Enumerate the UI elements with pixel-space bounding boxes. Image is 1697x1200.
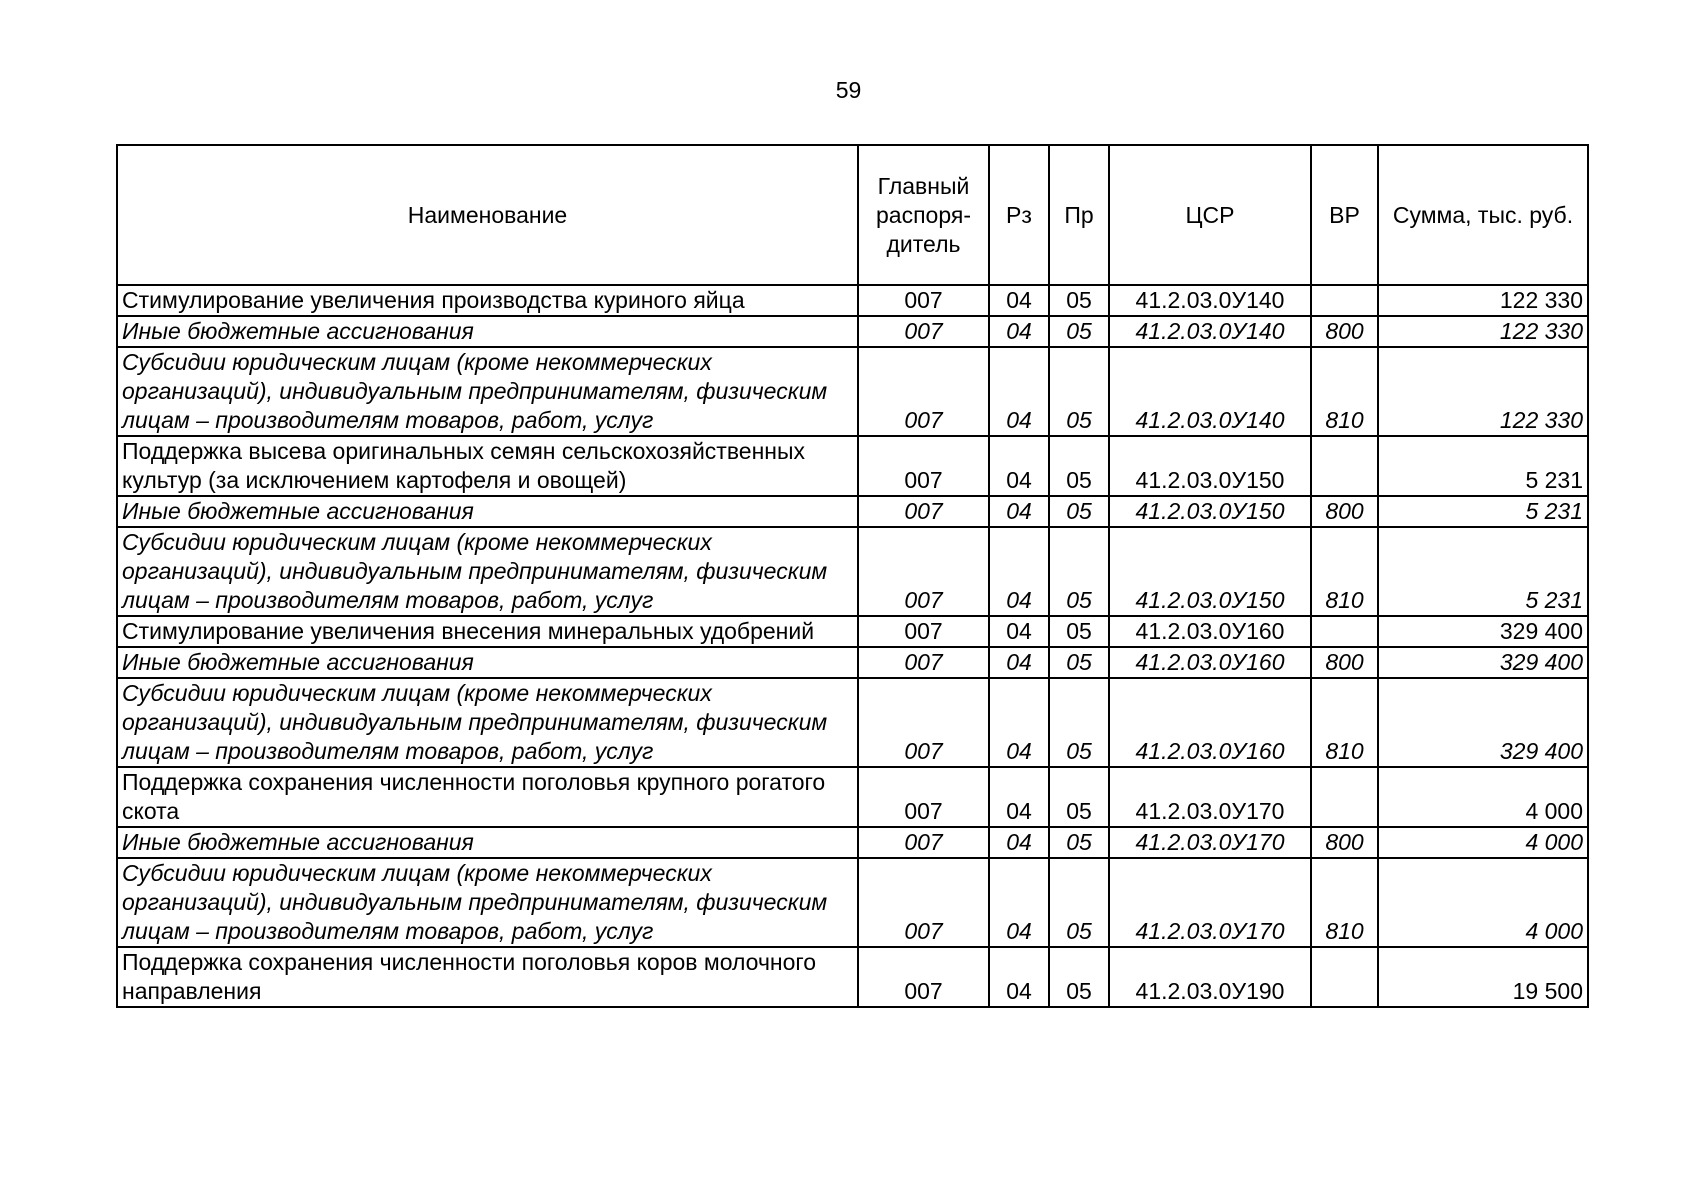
- cell-grbs: 007: [858, 767, 989, 827]
- cell-sum: 329 400: [1378, 678, 1588, 767]
- cell-rz: 04: [989, 347, 1049, 436]
- cell-pr: 05: [1049, 316, 1109, 347]
- cell-vr: 800: [1311, 647, 1378, 678]
- header-pr: Пр: [1049, 145, 1109, 285]
- cell-csr: 41.2.03.0У150: [1109, 496, 1311, 527]
- cell-name: Стимулирование увеличения производства куриного яйца: [117, 285, 858, 316]
- cell-sum: 5 231: [1378, 527, 1588, 616]
- table-row: [117, 316, 1588, 347]
- cell-rz: 04: [989, 316, 1049, 347]
- cell-rz: 04: [989, 858, 1049, 947]
- cell-name: Иные бюджетные ассигнования: [117, 316, 858, 347]
- cell-csr: 41.2.03.0У160: [1109, 616, 1311, 647]
- cell-pr: 05: [1049, 285, 1109, 316]
- cell-rz: 04: [989, 436, 1049, 496]
- cell-grbs: 007: [858, 647, 989, 678]
- cell-pr: 05: [1049, 527, 1109, 616]
- cell-grbs: 007: [858, 436, 989, 496]
- cell-vr: 810: [1311, 678, 1378, 767]
- cell-rz: 04: [989, 616, 1049, 647]
- cell-vr: 810: [1311, 527, 1378, 616]
- cell-rz: 04: [989, 678, 1049, 767]
- header-grbs: Главный распоря-дитель: [858, 145, 989, 285]
- cell-csr: 41.2.03.0У140: [1109, 316, 1311, 347]
- cell-rz: 04: [989, 767, 1049, 827]
- header-sum: Сумма, тыс. руб.: [1378, 145, 1588, 285]
- cell-sum: 4 000: [1378, 858, 1588, 947]
- table-row: [117, 767, 1588, 827]
- cell-sum: 122 330: [1378, 347, 1588, 436]
- cell-rz: 04: [989, 827, 1049, 858]
- cell-grbs: 007: [858, 827, 989, 858]
- cell-pr: 05: [1049, 827, 1109, 858]
- cell-rz: 04: [989, 285, 1049, 316]
- cell-sum: 5 231: [1378, 496, 1588, 527]
- cell-csr: 41.2.03.0У140: [1109, 347, 1311, 436]
- table-row: [117, 527, 1588, 616]
- cell-vr: 810: [1311, 347, 1378, 436]
- cell-sum: 329 400: [1378, 616, 1588, 647]
- cell-sum: 19 500: [1378, 947, 1588, 1007]
- cell-csr: 41.2.03.0У190: [1109, 947, 1311, 1007]
- table-row: [117, 827, 1588, 858]
- table-row: [117, 436, 1588, 496]
- cell-pr: 05: [1049, 947, 1109, 1007]
- cell-grbs: 007: [858, 347, 989, 436]
- cell-name: Поддержка сохранения численности поголовья коров молочного направления: [117, 947, 858, 1007]
- header-name: Наименование: [117, 145, 858, 285]
- cell-pr: 05: [1049, 436, 1109, 496]
- cell-csr: 41.2.03.0У170: [1109, 767, 1311, 827]
- cell-vr: [1311, 285, 1378, 316]
- table-row: [117, 616, 1588, 647]
- cell-name: Поддержка высева оригинальных семян сельскохозяйственных культур (за исключением картофеля и овощей): [117, 436, 858, 496]
- cell-grbs: 007: [858, 858, 989, 947]
- table-row: [117, 285, 1588, 316]
- cell-name: Поддержка сохранения численности поголовья крупного рогатого скота: [117, 767, 858, 827]
- cell-pr: 05: [1049, 767, 1109, 827]
- cell-rz: 04: [989, 947, 1049, 1007]
- cell-vr: [1311, 767, 1378, 827]
- header-rz: Рз: [989, 145, 1049, 285]
- cell-rz: 04: [989, 527, 1049, 616]
- cell-name: Субсидии юридическим лицам (кроме некоммерческих организаций), индивидуальным предпринимателям, физическим лицам – производителям товаров, работ, услуг: [117, 678, 858, 767]
- cell-pr: 05: [1049, 496, 1109, 527]
- header-vr: ВР: [1311, 145, 1378, 285]
- table-row: [117, 947, 1588, 1007]
- table-row: [117, 347, 1588, 436]
- table-row: [117, 496, 1588, 527]
- cell-name: Иные бюджетные ассигнования: [117, 647, 858, 678]
- cell-vr: 800: [1311, 496, 1378, 527]
- cell-csr: 41.2.03.0У140: [1109, 285, 1311, 316]
- cell-pr: 05: [1049, 347, 1109, 436]
- cell-pr: 05: [1049, 647, 1109, 678]
- page-number: 59: [835, 77, 862, 103]
- cell-csr: 41.2.03.0У160: [1109, 647, 1311, 678]
- cell-grbs: 007: [858, 285, 989, 316]
- cell-vr: 810: [1311, 858, 1378, 947]
- cell-name: Иные бюджетные ассигнования: [117, 827, 858, 858]
- cell-csr: 41.2.03.0У150: [1109, 436, 1311, 496]
- cell-pr: 05: [1049, 678, 1109, 767]
- cell-grbs: 007: [858, 616, 989, 647]
- cell-grbs: 007: [858, 678, 989, 767]
- table-body: [117, 285, 1588, 1007]
- cell-name: Субсидии юридическим лицам (кроме некоммерческих организаций), индивидуальным предпринимателям, физическим лицам – производителям товаров, работ, услуг: [117, 858, 858, 947]
- cell-vr: [1311, 616, 1378, 647]
- cell-sum: 4 000: [1378, 767, 1588, 827]
- cell-grbs: 007: [858, 947, 989, 1007]
- cell-sum: 4 000: [1378, 827, 1588, 858]
- cell-csr: 41.2.03.0У170: [1109, 858, 1311, 947]
- cell-sum: 122 330: [1378, 316, 1588, 347]
- cell-csr: 41.2.03.0У160: [1109, 678, 1311, 767]
- cell-csr: 41.2.03.0У170: [1109, 827, 1311, 858]
- cell-pr: 05: [1049, 616, 1109, 647]
- cell-name: Субсидии юридическим лицам (кроме некоммерческих организаций), индивидуальным предпринимателям, физическим лицам – производителям товаров, работ, услуг: [117, 527, 858, 616]
- cell-name: Субсидии юридическим лицам (кроме некоммерческих организаций), индивидуальным предпринимателям, физическим лицам – производителям товаров, работ, услуг: [117, 347, 858, 436]
- header-csr: ЦСР: [1109, 145, 1311, 285]
- cell-vr: 800: [1311, 316, 1378, 347]
- cell-sum: 329 400: [1378, 647, 1588, 678]
- cell-grbs: 007: [858, 496, 989, 527]
- cell-sum: 122 330: [1378, 285, 1588, 316]
- budget-table: [116, 144, 1589, 1008]
- cell-rz: 04: [989, 647, 1049, 678]
- cell-csr: 41.2.03.0У150: [1109, 527, 1311, 616]
- cell-vr: [1311, 947, 1378, 1007]
- cell-grbs: 007: [858, 316, 989, 347]
- table-header: [117, 145, 1588, 285]
- cell-name: Стимулирование увеличения внесения минеральных удобрений: [117, 616, 858, 647]
- cell-pr: 05: [1049, 858, 1109, 947]
- header-row: [117, 145, 1588, 285]
- cell-name: Иные бюджетные ассигнования: [117, 496, 858, 527]
- cell-vr: 800: [1311, 827, 1378, 858]
- cell-sum: 5 231: [1378, 436, 1588, 496]
- table-row: [117, 647, 1588, 678]
- table-row: [117, 678, 1588, 767]
- cell-vr: [1311, 436, 1378, 496]
- table-row: [117, 858, 1588, 947]
- cell-rz: 04: [989, 496, 1049, 527]
- cell-grbs: 007: [858, 527, 989, 616]
